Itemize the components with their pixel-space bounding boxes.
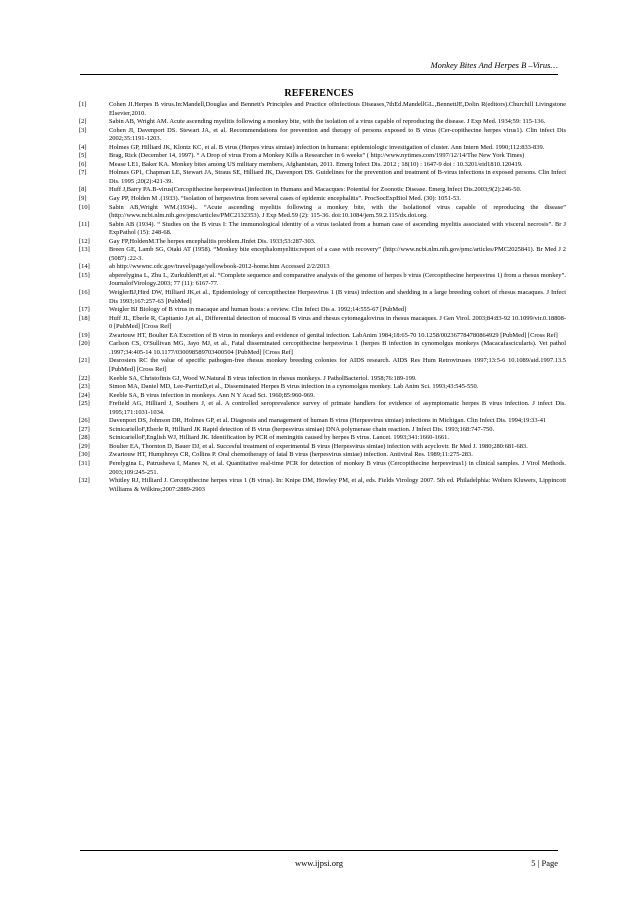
reference-text: Carlson CS, O'Sullivan MG, Jayo MJ, et al., Fatal disseminated cercopithecine herpesvirus 1 (herpes B infection in cynomolgus monkeys (Macacafascicularis). Vet pathol .1997;34:405-14 10.1177/030098589703400504 [PubMed] [Cross Ref] — [109, 340, 566, 356]
reference-text: Brag, Rick (December 14, 1997). “ A Drop of virus From a Monkey Kills a Researcher in 6 weeks” ( http://www.nytimes.com/1997/12/14/The New York Times) — [109, 152, 525, 160]
reference-item — [79, 118, 566, 127]
reference-text: Zwartouw HT, Humphreys CR, Collins P. Oral chemotherapy of fatal B virus (herpesvirus simiae) infection. Antiviral Res. 1989;11:275-283. — [109, 451, 473, 459]
reference-text: Keeble SA, B virus infection in monkeys. Ann N Y Acad Sci. 1960;85:960-969. — [109, 391, 315, 399]
reference-text: Cohen JI.Herpes B virus.In:Mandell,Douglas and Bennett's Principles and Practice ofInfectious Diseases,7thEd.MandellGL.,BennettJE,Dolin R(editors).Churchill Livingstone Elsevier,2010. — [109, 101, 566, 117]
footer-page-number: 5 | Page — [531, 858, 558, 868]
reference-text: Breen GE, Lamb SG, Otaki AT (1958). “Monkey bite encephalomyelitis:report of a case with recovery” (http://www.ncbi.nlm.nih.gov/pmc/articles/PMC2025841). Br Med J 2 (5087) :22-3. — [109, 246, 566, 262]
reference-number: [31] — [79, 459, 90, 467]
reference-item — [79, 306, 566, 315]
reference-number: [4] — [79, 143, 87, 151]
reference-number: [17] — [79, 306, 90, 314]
reference-number: [15] — [79, 271, 90, 279]
reference-number: [8] — [79, 186, 87, 194]
reference-item — [79, 400, 566, 417]
reference-number: [1] — [79, 101, 87, 108]
reference-item — [79, 477, 566, 494]
reference-number: [24] — [79, 391, 90, 399]
reference-number: [13] — [79, 246, 90, 254]
running-header-title: Monkey Bites And Herpes B –Virus… — [430, 60, 558, 70]
reference-text: Gay FP,HoldenM.The herpes encephalitis problem.JInfet Dis. 1933;53:287-303. — [109, 237, 316, 245]
reference-number: [22] — [79, 374, 90, 382]
reference-item — [79, 289, 566, 306]
reference-text: ab http://wwwnc.cdc.gov/travel/page/yellowbook-2012-home.htm Accessed 2/2/2013 — [109, 263, 330, 271]
reference-item — [79, 204, 566, 221]
reference-item — [79, 195, 566, 204]
reference-item — [79, 246, 566, 263]
reference-text: Huff JL, Eberle R, Capitanio J,et al., Differential detection of mucosal B virus and rhesus cytomegalovirus in rhesus macaques. J Gen Virol. 2003;84:83-92 10.1099/vir.0.18808-0 [PubMed] [Cross Ref] — [109, 314, 566, 331]
reference-number: [6] — [79, 160, 87, 168]
reference-text: Perelygina L, Patrusheva I, Manes N, et al. Quantitative real-time PCR for detection of monkey B virus (Cercopithecine herpesvirus1) in clinical samples. J Virol Methods. 2003;109:245-251. — [109, 459, 566, 476]
reference-item — [79, 340, 566, 357]
reference-text: Huff J,Barry PA.B-virus(Cercopithecine herpesvirus1)infection in Humans and Macacques: Potential for Zoonotic Disease. Emerg Infect Dis.2003;9(2):246-50. — [109, 186, 522, 194]
reference-item — [79, 152, 566, 161]
reference-item — [79, 263, 566, 272]
reference-number: [2] — [79, 118, 87, 126]
reference-number: [27] — [79, 425, 90, 433]
reference-text: Frefield AG, Hilliard J, Southers J, et al. A controlled seroprevalence survey of primate handlers for evidence of asymptomatic herpes B virus infection. J infect Dis. 1995;171:1031-1034. — [109, 400, 566, 416]
reference-text: Simon MA, Daniel MD, Lee-ParritzD,et al., Disseminated Herpes B virus infection in a cynomolgus monkey. Lab Anim Sci. 1993;43:545-550. — [109, 383, 479, 391]
reference-number: [10] — [79, 203, 90, 211]
footer-divider — [80, 850, 558, 851]
reference-text: WeiglerBJ,Hird DW, Hilliard JK,et al., Epidemiology of cercopithecine Herpesvirus 1 (B virus) infection and shedding in a large breeding cohort of rhesus macaques. J Infect Dis 1993;167:257-63 [PubMed] — [109, 289, 566, 305]
reference-text: Sabin AB, Wright AM. Acute ascending myelitis following a monkey bite, with the isolation of a virus capable of reproducing the disease. J Exp Med. 1934;59: 115-136. — [109, 118, 546, 126]
reference-number: [23] — [79, 383, 90, 391]
reference-number: [7] — [79, 169, 87, 177]
reference-text: Holmes GP, Hilliard JK, Klontz KC, et al. B virus (Herpes virus simiae) infection in humans: epidemiologic investigation of cluster. Ann Intern Med. 1990;112:833-839. — [109, 143, 545, 151]
reference-item — [79, 161, 566, 170]
reference-item — [79, 383, 566, 392]
reference-item — [79, 451, 566, 460]
reference-item — [79, 186, 566, 195]
reference-item — [79, 426, 566, 435]
reference-item — [79, 332, 566, 341]
reference-text: Keeble SA, Christofinis GJ, Wood W.Natural B virus infection in rhesus monkeys. J PatholBacteriol. 1958;76:189-199. — [109, 374, 417, 382]
reference-number: [3] — [79, 126, 87, 134]
reference-item — [79, 127, 566, 144]
reference-text: Sabin AB (1934). “ Studies on the B virus I: The immunological identity of a virus isolated from a human case of ascending myelitis associated with visceral necrosis”. Br J ExpPathol (15): 248-68. — [109, 220, 566, 237]
reference-text: Gay PP, Holden M .(1933). “Isolation of herpesvirus from several cases of epidemic encephalitis”. ProcSocExpBiol Med. (30): 1051-53. — [109, 195, 462, 203]
footer-url-link[interactable]: www.ijpsi.org — [295, 858, 343, 868]
reference-text: Sabin AB,Wright WM.(1934).. “Acute ascending myelitis following a monkey bite, with the Isolationof virus capable of reproducing the disease” (http://www.ncbi.nlm.nih.gov/pmc/articles/PMC2132353). J Exp Med.59 (2): 115-36. doi:10.1084/jem.59.2.115/dx.doi.org. — [109, 203, 566, 220]
reference-list — [79, 101, 566, 494]
reference-number: [32] — [79, 477, 90, 485]
reference-text: Boulter EA, Thornton D, Bauer DJ, et al. Succesful treatment of experimental B virus (Herpesvirus simiae) infection with acyclovir. Br Med J. 1980;280:681-683. — [109, 442, 528, 450]
reference-text: Weigler BJ Biology of B virus in macaque and human hosts: a review. Clin Infect Dis a. 1992;14:555-67 [PubMed] — [109, 306, 407, 314]
reference-text: Cohen JI, Davenport DS. Stewart JA, et al. Recommendations for prevention and therapy of persons exposed to B virus (Cer-copithecine herpes virus1). Clin infect Dis 2002;35:1191-1203. — [109, 126, 566, 143]
reference-item — [79, 460, 566, 477]
reference-number: [9] — [79, 195, 87, 203]
reference-item — [79, 392, 566, 401]
reference-text: Mease LE1, Baker KA. Monkey bites among US military members, Afghanistan, 2011. Emerg Infect Dis. 2012 ; 18(10) : 1647-9 doi : 10.3201/eid1810.120419. — [109, 160, 523, 168]
reference-item — [79, 272, 566, 289]
reference-item — [79, 315, 566, 332]
reference-number: [30] — [79, 451, 90, 459]
reference-item — [79, 443, 566, 452]
reference-number: [20] — [79, 340, 90, 348]
reference-text: Holmes GP1, Chapman LE, Stewart JA, Straus SE, Hilliard JK, Davenport DS. Guidelines for the prevention and treatment of B-virus infections in exposed persons. Clin Infect Dis. 1995 ;20(2):421-39. — [109, 169, 566, 185]
reference-item — [79, 357, 566, 374]
reference-item — [79, 221, 566, 238]
reference-number: [14] — [79, 263, 90, 271]
reference-text: ScinicarielloF,Eberle R, Hilliard JK Rapid detection of B virus (herpesvirus simiae) DNA polymerase chain reaction. J Infect Dis. 1993;168:747-750. — [109, 425, 495, 433]
reference-text: abperelygina L, Zhu L, ZurkuhlenH,et al. “Complete sequence and comparative analysis of the genome of herpes b virus (Cercopithecine herpesvirus 1) from a rhesus monkey”. JournalofVirology.2003; 77 (11): 6167-77. — [109, 271, 566, 288]
reference-item — [79, 238, 566, 247]
reference-number: [18] — [79, 314, 90, 322]
reference-text: Davenport DS, Johnson DR, Holmes GP, et al. Diagnosis and management of human B virus (Herpesvirus simiae) infections in Michigan. Clin Infect Dis. 1994;19:33-41 — [109, 417, 547, 425]
reference-item — [79, 417, 566, 426]
reference-item — [79, 434, 566, 443]
reference-number: [25] — [79, 400, 90, 408]
reference-item — [79, 169, 566, 186]
references-heading: REFERENCES — [284, 88, 354, 99]
reference-item — [79, 144, 566, 153]
reference-text: Desrosiers RC the value of specific pathogen-free rhesus monkey breeding colonies for AIDS research. AIDS Res Hum Retroviruses 1997;13:5-6 10.1089/aid.1997.13.5 [PubMed] [Cross Ref] — [109, 357, 566, 373]
reference-text: Whitley RJ, Hilliard J. Cercopithecine herpes virus 1 (B virus). In: Knipe DM, Howley PM, et al, eds. Fields Virology 2007. 5th ed. Philadelphia: Wolters Kluwers, Lippincott Williams & Wilkins;2007:2889-2903 — [109, 477, 566, 493]
reference-number: [19] — [79, 331, 90, 339]
reference-text: ScinicarielloF,English WJ, Hilliard JK. Identification by PCR of meningitis caused by herpes B virus. Lancet. 1993;341:1660-1661. — [109, 434, 449, 442]
reference-number: [5] — [79, 152, 87, 160]
reference-number: [28] — [79, 434, 90, 442]
reference-number: [26] — [79, 417, 90, 425]
reference-number: [21] — [79, 357, 90, 365]
reference-item — [79, 375, 566, 384]
reference-number: [16] — [79, 289, 90, 297]
reference-item — [79, 101, 566, 118]
reference-number: [11] — [79, 220, 90, 228]
header-divider — [80, 74, 558, 75]
reference-number: [29] — [79, 442, 90, 450]
reference-text: Zwartouw HT, Boulter EA Excretion of B virus in monkeys and evidence of genital infection. LabAnim 1984;18:65-70 10.1258/002367784780864929 [PubMed] [Cross Ref] — [109, 331, 558, 339]
reference-number: [12] — [79, 237, 90, 245]
